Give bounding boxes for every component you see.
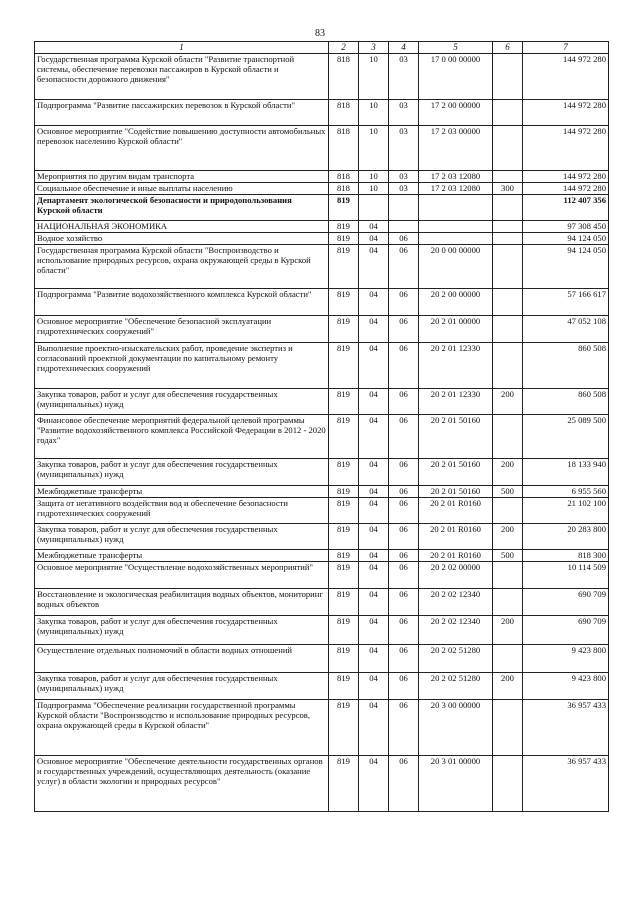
row-pr-code: 03 bbox=[389, 183, 419, 195]
row-csr-code bbox=[419, 233, 493, 245]
row-name: Закупка товаров, работ и услуг для обеспечения государственных (муниципальных) нужд bbox=[35, 459, 329, 486]
row-gr-code: 819 bbox=[329, 498, 359, 524]
row-pr-code: 03 bbox=[389, 54, 419, 100]
row-csr-code: 20 2 02 51280 bbox=[419, 673, 493, 700]
column-header-pr: 4 bbox=[389, 42, 419, 54]
table-row bbox=[35, 459, 609, 486]
row-rz-code: 04 bbox=[359, 233, 389, 245]
row-csr-code: 17 2 00 00000 bbox=[419, 100, 493, 126]
row-pr-code: 06 bbox=[389, 498, 419, 524]
row-rz-code: 04 bbox=[359, 616, 389, 645]
row-name: Мероприятия по другим видам транспорта bbox=[35, 171, 329, 183]
row-csr-code: 20 2 02 12340 bbox=[419, 589, 493, 616]
table-row bbox=[35, 616, 609, 645]
row-pr-code: 06 bbox=[389, 645, 419, 673]
row-vr-code bbox=[493, 700, 523, 756]
row-vr-code bbox=[493, 289, 523, 316]
row-amount: 144 972 280 bbox=[523, 100, 609, 126]
row-vr-code bbox=[493, 498, 523, 524]
row-vr-code: 200 bbox=[493, 616, 523, 645]
row-csr-code bbox=[419, 195, 493, 221]
row-amount: 97 308 450 bbox=[523, 221, 609, 233]
row-csr-code: 20 3 01 00000 bbox=[419, 756, 493, 812]
row-pr-code: 06 bbox=[389, 245, 419, 289]
row-name: Подпрограмма "Развитие пассажирских перевозок в Курской области" bbox=[35, 100, 329, 126]
row-pr-code bbox=[389, 195, 419, 221]
row-amount: 9 423 800 bbox=[523, 673, 609, 700]
row-amount: 144 972 280 bbox=[523, 54, 609, 100]
table-row bbox=[35, 498, 609, 524]
row-amount: 860 508 bbox=[523, 343, 609, 389]
row-vr-code: 200 bbox=[493, 459, 523, 486]
row-pr-code: 06 bbox=[389, 233, 419, 245]
row-csr-code: 20 2 01 50160 bbox=[419, 486, 493, 498]
row-name: Закупка товаров, работ и услуг для обеспечения государственных (муниципальных) нужд bbox=[35, 616, 329, 645]
row-name: Закупка товаров, работ и услуг для обеспечения государственных (муниципальных) нужд bbox=[35, 673, 329, 700]
row-amount: 47 052 108 bbox=[523, 316, 609, 343]
row-rz-code: 04 bbox=[359, 289, 389, 316]
row-csr-code: 20 2 01 R0160 bbox=[419, 550, 493, 562]
row-name: Основное мероприятие "Обеспечение безопасной эксплуатации гидротехнических сооружений" bbox=[35, 316, 329, 343]
row-pr-code: 03 bbox=[389, 100, 419, 126]
row-rz-code: 04 bbox=[359, 316, 389, 343]
row-gr-code: 818 bbox=[329, 183, 359, 195]
budget-table-body bbox=[35, 54, 609, 812]
row-gr-code: 819 bbox=[329, 756, 359, 812]
row-name: Финансовое обеспечение мероприятий федеральной целевой программы "Развитие водохозяйственного комплекса Российской Федерации в 2012 - 2020 годах" bbox=[35, 415, 329, 459]
row-rz-code: 04 bbox=[359, 550, 389, 562]
row-vr-code: 300 bbox=[493, 183, 523, 195]
column-header-name: 1 bbox=[35, 42, 329, 54]
table-row bbox=[35, 486, 609, 498]
row-csr-code: 20 2 02 12340 bbox=[419, 616, 493, 645]
table-row bbox=[35, 589, 609, 616]
row-vr-code: 200 bbox=[493, 524, 523, 550]
row-vr-code: 500 bbox=[493, 550, 523, 562]
row-amount: 144 972 280 bbox=[523, 126, 609, 171]
row-vr-code bbox=[493, 589, 523, 616]
row-name: Департамент экологической безопасности и природопользования Курской области bbox=[35, 195, 329, 221]
row-csr-code: 20 0 00 00000 bbox=[419, 245, 493, 289]
row-pr-code: 06 bbox=[389, 459, 419, 486]
column-header-sum: 7 bbox=[523, 42, 609, 54]
row-rz-code: 04 bbox=[359, 343, 389, 389]
row-pr-code bbox=[389, 221, 419, 233]
row-gr-code: 819 bbox=[329, 673, 359, 700]
row-gr-code: 819 bbox=[329, 221, 359, 233]
row-amount: 6 955 560 bbox=[523, 486, 609, 498]
column-number-row bbox=[35, 42, 609, 54]
row-rz-code: 10 bbox=[359, 100, 389, 126]
row-amount: 25 089 500 bbox=[523, 415, 609, 459]
row-rz-code: 04 bbox=[359, 221, 389, 233]
row-amount: 94 124 050 bbox=[523, 233, 609, 245]
row-amount: 144 972 280 bbox=[523, 171, 609, 183]
row-amount: 818 300 bbox=[523, 550, 609, 562]
row-amount: 9 423 800 bbox=[523, 645, 609, 673]
row-rz-code: 04 bbox=[359, 673, 389, 700]
row-vr-code bbox=[493, 126, 523, 171]
row-pr-code: 06 bbox=[389, 562, 419, 589]
row-vr-code: 200 bbox=[493, 673, 523, 700]
row-gr-code: 818 bbox=[329, 100, 359, 126]
row-vr-code: 500 bbox=[493, 486, 523, 498]
row-rz-code: 10 bbox=[359, 183, 389, 195]
table-row bbox=[35, 756, 609, 812]
row-rz-code: 04 bbox=[359, 245, 389, 289]
row-gr-code: 819 bbox=[329, 233, 359, 245]
row-csr-code: 20 2 01 R0160 bbox=[419, 524, 493, 550]
table-row bbox=[35, 389, 609, 415]
row-vr-code bbox=[493, 645, 523, 673]
row-name: Восстановление и экологическая реабилитация водных объектов, мониторинг водных объектов bbox=[35, 589, 329, 616]
row-gr-code: 818 bbox=[329, 54, 359, 100]
row-vr-code bbox=[493, 245, 523, 289]
row-vr-code bbox=[493, 100, 523, 126]
row-csr-code: 20 2 01 50160 bbox=[419, 415, 493, 459]
row-amount: 20 283 800 bbox=[523, 524, 609, 550]
row-rz-code: 04 bbox=[359, 562, 389, 589]
row-rz-code: 04 bbox=[359, 498, 389, 524]
row-name: Межбюджетные трансферты bbox=[35, 486, 329, 498]
table-row bbox=[35, 245, 609, 289]
row-gr-code: 819 bbox=[329, 195, 359, 221]
row-gr-code: 819 bbox=[329, 389, 359, 415]
row-pr-code: 06 bbox=[389, 673, 419, 700]
row-amount: 112 407 356 bbox=[523, 195, 609, 221]
row-amount: 36 957 433 bbox=[523, 756, 609, 812]
table-row bbox=[35, 316, 609, 343]
row-gr-code: 818 bbox=[329, 126, 359, 171]
row-name: Закупка товаров, работ и услуг для обеспечения государственных (муниципальных) нужд bbox=[35, 524, 329, 550]
row-csr-code: 20 2 00 00000 bbox=[419, 289, 493, 316]
row-pr-code: 06 bbox=[389, 316, 419, 343]
row-amount: 36 957 433 bbox=[523, 700, 609, 756]
row-rz-code bbox=[359, 195, 389, 221]
row-pr-code: 06 bbox=[389, 415, 419, 459]
row-rz-code: 04 bbox=[359, 459, 389, 486]
row-csr-code: 20 2 02 51280 bbox=[419, 645, 493, 673]
row-vr-code bbox=[493, 233, 523, 245]
row-rz-code: 04 bbox=[359, 524, 389, 550]
table-row bbox=[35, 183, 609, 195]
row-name: Государственная программа Курской области "Развитие транспортной системы, обеспечение перевозки пассажиров в Курской области и безопасности дорожного движения" bbox=[35, 54, 329, 100]
row-vr-code bbox=[493, 221, 523, 233]
row-pr-code: 06 bbox=[389, 550, 419, 562]
row-pr-code: 06 bbox=[389, 756, 419, 812]
row-csr-code: 20 2 01 50160 bbox=[419, 459, 493, 486]
row-csr-code: 20 3 00 00000 bbox=[419, 700, 493, 756]
row-pr-code: 06 bbox=[389, 486, 419, 498]
row-csr-code: 20 2 01 R0160 bbox=[419, 498, 493, 524]
table-row bbox=[35, 524, 609, 550]
table-row bbox=[35, 673, 609, 700]
row-vr-code bbox=[493, 195, 523, 221]
table-row bbox=[35, 645, 609, 673]
row-name: Социальное обеспечение и иные выплаты населению bbox=[35, 183, 329, 195]
row-rz-code: 10 bbox=[359, 171, 389, 183]
row-name: Выполнение проектно-изыскательских работ, проведение экспертиз и согласований проектной документации по капитальному ремонту гидротехнических сооружений bbox=[35, 343, 329, 389]
row-name: Водное хозяйство bbox=[35, 233, 329, 245]
page-number: 83 bbox=[315, 28, 325, 39]
row-name: Основное мероприятие "Обеспечение деятельности государственных органов и государственных учреждений, осуществляющих деятельность (оказание услуг) в области экологии и природных ресурсов" bbox=[35, 756, 329, 812]
column-header-vr: 6 bbox=[493, 42, 523, 54]
row-gr-code: 819 bbox=[329, 616, 359, 645]
row-csr-code: 20 2 02 00000 bbox=[419, 562, 493, 589]
table-row bbox=[35, 343, 609, 389]
row-gr-code: 819 bbox=[329, 589, 359, 616]
row-pr-code: 06 bbox=[389, 589, 419, 616]
row-pr-code: 03 bbox=[389, 126, 419, 171]
row-csr-code: 17 2 03 12080 bbox=[419, 171, 493, 183]
table-row bbox=[35, 221, 609, 233]
table-row bbox=[35, 126, 609, 171]
row-csr-code bbox=[419, 221, 493, 233]
row-pr-code: 06 bbox=[389, 289, 419, 316]
column-header-rz: 3 bbox=[359, 42, 389, 54]
row-gr-code: 819 bbox=[329, 459, 359, 486]
row-vr-code bbox=[493, 171, 523, 183]
row-gr-code: 819 bbox=[329, 316, 359, 343]
table-row bbox=[35, 550, 609, 562]
row-amount: 94 124 050 bbox=[523, 245, 609, 289]
row-vr-code bbox=[493, 415, 523, 459]
row-rz-code: 10 bbox=[359, 54, 389, 100]
row-amount: 144 972 280 bbox=[523, 183, 609, 195]
row-gr-code: 819 bbox=[329, 289, 359, 316]
column-header-gr: 2 bbox=[329, 42, 359, 54]
row-csr-code: 17 2 03 00000 bbox=[419, 126, 493, 171]
table-row bbox=[35, 289, 609, 316]
column-header-csr: 5 bbox=[419, 42, 493, 54]
row-amount: 21 102 100 bbox=[523, 498, 609, 524]
row-name: Осуществление отдельных полномочий в области водных отношений bbox=[35, 645, 329, 673]
row-csr-code: 20 2 01 00000 bbox=[419, 316, 493, 343]
row-gr-code: 818 bbox=[329, 171, 359, 183]
budget-table bbox=[34, 41, 609, 812]
row-vr-code bbox=[493, 562, 523, 589]
row-gr-code: 819 bbox=[329, 700, 359, 756]
row-pr-code: 03 bbox=[389, 171, 419, 183]
row-gr-code: 819 bbox=[329, 415, 359, 459]
table-row bbox=[35, 100, 609, 126]
row-name: Защита от негативного воздействия вод и обеспечение безопасности гидротехнических сооружений bbox=[35, 498, 329, 524]
table-row bbox=[35, 700, 609, 756]
row-vr-code bbox=[493, 343, 523, 389]
row-gr-code: 819 bbox=[329, 486, 359, 498]
row-rz-code: 04 bbox=[359, 389, 389, 415]
row-csr-code: 17 2 03 12080 bbox=[419, 183, 493, 195]
row-name: Межбюджетные трансферты bbox=[35, 550, 329, 562]
table-row bbox=[35, 195, 609, 221]
row-rz-code: 04 bbox=[359, 756, 389, 812]
row-gr-code: 819 bbox=[329, 524, 359, 550]
row-vr-code: 200 bbox=[493, 389, 523, 415]
row-pr-code: 06 bbox=[389, 389, 419, 415]
row-gr-code: 819 bbox=[329, 645, 359, 673]
row-pr-code: 06 bbox=[389, 700, 419, 756]
table-row bbox=[35, 54, 609, 100]
row-csr-code: 20 2 01 12330 bbox=[419, 389, 493, 415]
table-row bbox=[35, 233, 609, 245]
row-name: Закупка товаров, работ и услуг для обеспечения государственных (муниципальных) нужд bbox=[35, 389, 329, 415]
row-gr-code: 819 bbox=[329, 245, 359, 289]
row-amount: 860 508 bbox=[523, 389, 609, 415]
row-pr-code: 06 bbox=[389, 343, 419, 389]
row-vr-code bbox=[493, 756, 523, 812]
row-name: НАЦИОНАЛЬНАЯ ЭКОНОМИКА bbox=[35, 221, 329, 233]
row-gr-code: 819 bbox=[329, 343, 359, 389]
row-gr-code: 819 bbox=[329, 550, 359, 562]
row-name: Подпрограмма "Развитие водохозяйственного комплекса Курской области" bbox=[35, 289, 329, 316]
row-rz-code: 04 bbox=[359, 589, 389, 616]
row-amount: 57 166 617 bbox=[523, 289, 609, 316]
row-vr-code bbox=[493, 316, 523, 343]
row-rz-code: 04 bbox=[359, 700, 389, 756]
row-amount: 690 709 bbox=[523, 616, 609, 645]
row-name: Основное мероприятие "Содействие повышению доступности автомобильных перевозок населению Курской области" bbox=[35, 126, 329, 171]
row-amount: 18 133 940 bbox=[523, 459, 609, 486]
table-row bbox=[35, 562, 609, 589]
row-vr-code bbox=[493, 54, 523, 100]
row-pr-code: 06 bbox=[389, 616, 419, 645]
row-amount: 690 709 bbox=[523, 589, 609, 616]
table-row bbox=[35, 171, 609, 183]
row-pr-code: 06 bbox=[389, 524, 419, 550]
row-csr-code: 17 0 00 00000 bbox=[419, 54, 493, 100]
row-csr-code: 20 2 01 12330 bbox=[419, 343, 493, 389]
row-rz-code: 10 bbox=[359, 126, 389, 171]
row-name: Государственная программа Курской области "Воспроизводство и использование природных ресурсов, охрана окружающей среды в Курской области" bbox=[35, 245, 329, 289]
row-rz-code: 04 bbox=[359, 645, 389, 673]
table-row bbox=[35, 415, 609, 459]
row-name: Основное мероприятие "Осуществление водохозяйственных мероприятий" bbox=[35, 562, 329, 589]
row-name: Подпрограмма "Обеспечение реализации государственной программы Курской области "Воспроизводство и использование природных ресурсов, охрана окружающей среды в Курской области" bbox=[35, 700, 329, 756]
row-amount: 10 114 509 bbox=[523, 562, 609, 589]
row-gr-code: 819 bbox=[329, 562, 359, 589]
row-rz-code: 04 bbox=[359, 486, 389, 498]
row-rz-code: 04 bbox=[359, 415, 389, 459]
